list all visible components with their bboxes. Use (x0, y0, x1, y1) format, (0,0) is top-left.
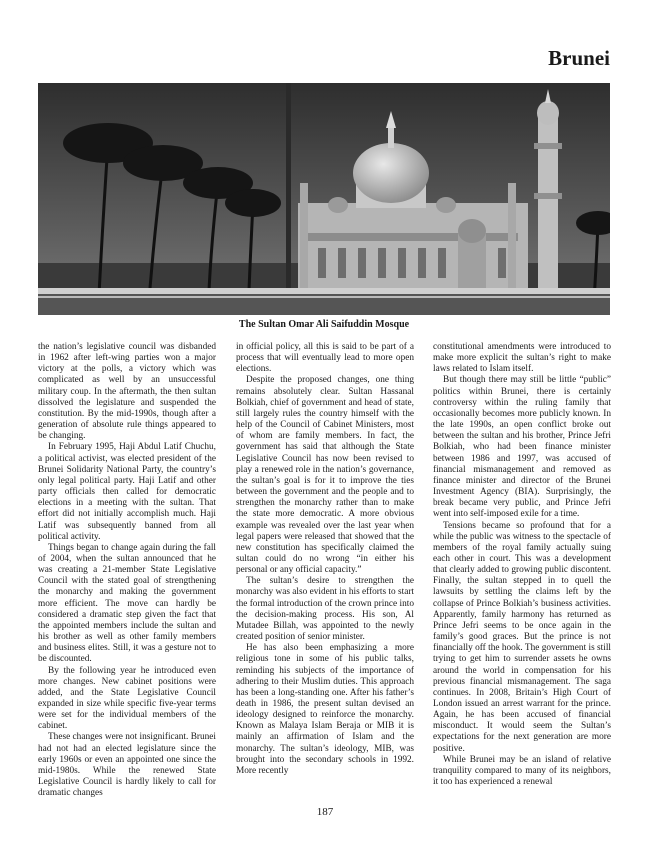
paragraph: Tensions became so profound that for a while the public was witness to the spectacle of members of the royal family actually suing each other in court. This was a development that clearly added to growing public discontent. Finally, the sultan stepped in to quell the lawsuits by settling the claims left by the collapse of Prince Bolkiah’s business activities. Apparently, family harmony has returned as Prince Jefri seems to be once again in the family’s good graces. But the prince is not financially off the hook. The government is still trying to get him to surrender assets he owns around the world in compensation for his previous financial mismanagement. The saga continues. In 2008, Britain’s High Court of London issued an arrest warrant for the prince. Again, he has been accused of financial misconduct. It would seem the Sultan’s expectations for the next generation are more positive. (433, 520, 611, 754)
paragraph: While Brunei may be an island of relative tranquility compared to many of its neighbors, it too has experienced a renewal (433, 754, 611, 788)
paragraph: By the following year he introduced even more changes. New cabinet positions were added, and the State Legislative Council expanded in size while specific five-year terms were set for the individual members of the cabinet. (38, 665, 216, 732)
paragraph: the nation’s legislative council was disbanded in 1962 after left-wing parties won a major victory at the polls, a victory which was complicated as well by an unsuccessful military coup. In the aftermath, the then sultan dissolved the legislature and suspended the constitution. By the mid-1990s, though after a generation of absolute rule things appeared to be changing. (38, 342, 216, 442)
paragraph: The sultan’s desire to strengthen the monarchy was also evident in his efforts to start the formal introduction of the crown prince into the decision-making process. His son, Al Mutadee Billah, was appointed to the newly created position of senior minister. (236, 576, 414, 643)
paragraph: Things began to change again during the fall of 2004, when the sultan announced that he was creating a 21-member State Legislative Council with the stated goal of strengthening the monarchy and making the government more efficient. The move can hardly be considered a dramatic step given the fact that the appointed members include the sultan and his brother as well as other family members and business elites. Still, it was a gesture not to be discounted. (38, 542, 216, 665)
paragraph: Despite the proposed changes, one thing remains absolutely clear. Sultan Hassanal Bolkiah, chief of government and head of state, still largely rules the country himself with the help of the Council of Cabinet Ministers, most of whom are family members. In fact, the government has said that although the State Legislative Council has now been revised to play a renewed role in the nation’s governance, the sultan’s goal is for it to improve the ties between the government and the people and to strengthen the monarchy rather than to make the state more democratic. A more obvious example was revealed over the last year when legal papers were released that showed that the new constitution has specifically claimed the sultan could do no wrong “in either his personal or any official capacity.” (236, 375, 414, 576)
paragraph: in official policy, all this is said to be part of a process that will eventually lead to more open elections. (236, 342, 414, 375)
paragraph: But though there may still be little “public” politics within Brunei, there is certainly controversy within the ruling family that occasionally becomes more publicly known. In the late 1990s, an open conflict broke out between the sultan and his brother, Prince Jefri Bolkiah, who had been finance minister between 1986 and 1997, was accused of financial mismanagement and removed as finance minister and director of the Brunei Investment Agency (BIA). Surprisingly, the break became very public, and Prince Jefri went into self-imposed exile for a time. (433, 375, 611, 520)
mosque-photo (38, 83, 610, 315)
paragraph: In February 1995, Haji Abdul Latif Chuchu, a political activist, was elected president of the Brunei Solidarity National Party, the country’s only legal political party. Haji Latif and other party officials then called for democratic elections in a meeting with the sultan. That effort did not initially accomplish much. Haji Latif was subsequently banned from all political activity. (38, 442, 216, 542)
page-number: 187 (316, 806, 334, 818)
text-column-2 (236, 342, 414, 777)
text-column-3 (433, 342, 611, 788)
paragraph: He has also been emphasizing a more religious tone in some of his public talks, reminding his subjects of the importance of adhering to their Muslim duties. This approach has been a long-standing one. After his father’s death in 1986, the present sultan devised an ideology designed to reinforce the monarchy. Known as Malaya Islam Beraja or MIB it is mainly an affirmation of Islam and the monarchy. The sultan’s ideology, MIB, was brought into the secondary schools in 1992. More recently (236, 643, 414, 776)
paragraph: constitutional amendments were introduced to make more explicit the sultan’s right to make laws related to Islam itself. (433, 342, 611, 375)
paragraph: These changes were not insignificant. Brunei had not had an elected legislature since the early 1960s or even an appointed one since the mid-1980s. While the renewed State Legislative Council is hardly likely to call for dramatic changes (38, 732, 216, 799)
page-title: Brunei (548, 46, 610, 70)
figure-caption: The Sultan Omar Ali Saifuddin Mosque (238, 319, 410, 330)
text-column-1 (38, 342, 216, 799)
